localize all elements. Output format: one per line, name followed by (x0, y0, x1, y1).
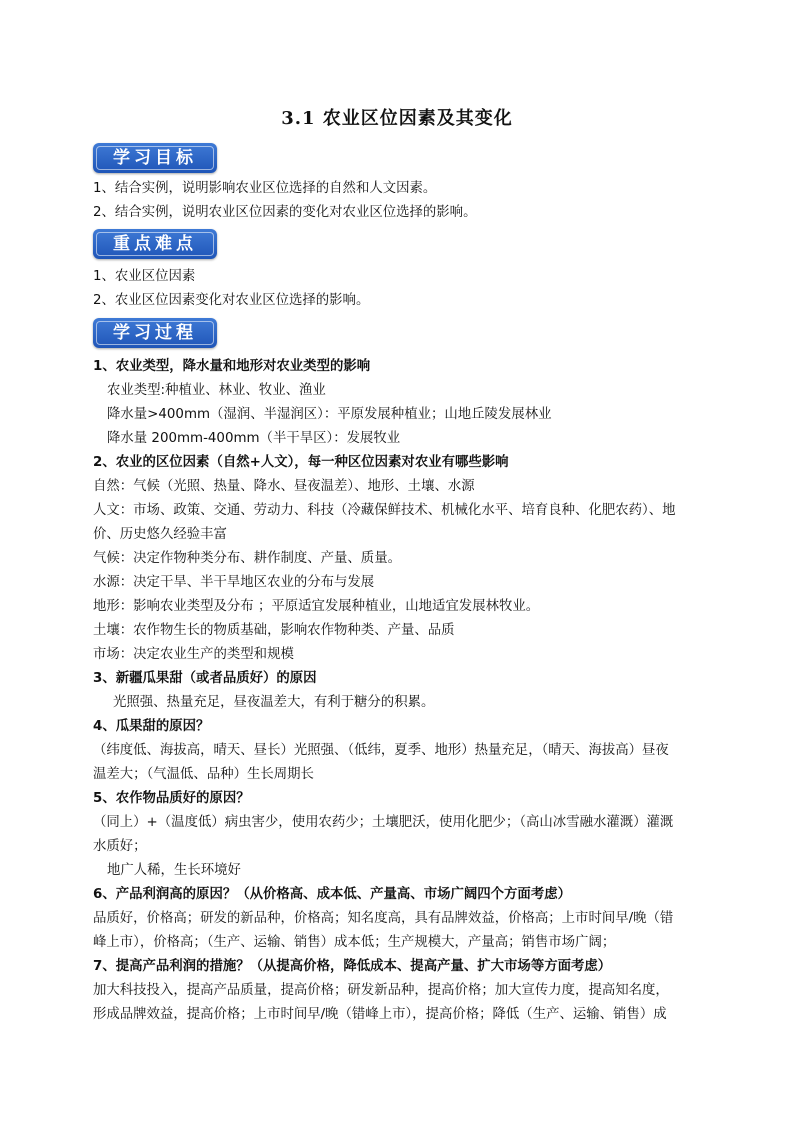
key-points-list (93, 265, 705, 313)
goals-list (93, 177, 705, 225)
process-line: 气候：决定作物种类分布、耕作制度、产量、质量。 (93, 551, 401, 566)
process-heading: 3、新疆瓜果甜（或者品质好）的原因 (93, 671, 317, 686)
goal-item: 1、结合实例，说明影响农业区位选择的自然和人文因素。 (93, 181, 437, 196)
process-line: 价、历史悠久经验丰富 (93, 527, 227, 542)
process-line: 温差大；（气温低、品种）生长周期长 (93, 767, 314, 782)
process-body (93, 355, 705, 1027)
process-line: 土壤：农作物生长的物质基础，影响农作物种类、产量、品质 (93, 623, 455, 638)
process-heading: 2、农业的区位因素（自然+人文），每一种区位因素对农业有哪些影响 (93, 455, 509, 470)
process-line: 光照强、热量充足，昼夜温差大，有利于糖分的积累。 (113, 695, 435, 710)
page-title: 3.1 农业区位因素及其变化 (281, 108, 513, 129)
key-point-item: 2、农业区位因素变化对农业区位选择的影响。 (93, 293, 370, 308)
process-line: 降水量 200mm-400mm（半干旱区）：发展牧业 (107, 431, 401, 446)
process-heading: 4、瓜果甜的原因？ (93, 719, 210, 734)
process-line: 水源：决定干旱、半干旱地区农业的分布与发展 (93, 575, 375, 590)
process-heading: 6、产品利润高的原因？（从价格高、成本低、产量高、市场广阔四个方面考虑） (93, 887, 571, 902)
process-line: 地形：影响农业类型及分布 ；平原适宜发展种植业，山地适宜发展林牧业。 (93, 599, 540, 614)
process-line: 自然：气候（光照、热量、降水、昼夜温差）、地形、土壤、水源 (93, 479, 475, 494)
process-line: 加大科技投入，提高产品质量，提高价格；研发新品种，提高价格；加大宣传力度，提高知名度， (93, 983, 669, 998)
process-line: 地广人稀，生长环境好 (107, 863, 241, 878)
process-line: 降水量>400mm（湿润、半湿润区）：平原发展种植业；山地丘陵发展林业 (107, 407, 552, 422)
section-badge-key-points: 重点难点 (93, 229, 217, 259)
process-line: 市场：决定农业生产的类型和规模 (93, 647, 294, 662)
process-line: 形成品牌效益，提高价格；上市时间早/晚（错峰上市），提高价格；降低（生产、运输、销售）成 (93, 1007, 667, 1022)
process-line: 峰上市），价格高；（生产、运输、销售）成本低；生产规模大，产量高；销售市场广阔； (93, 935, 616, 950)
process-line: （同上）+（温度低）病虫害少，使用农药少；土壤肥沃，使用化肥少；（高山冰雪融水灌溉）灌溉 (93, 815, 674, 830)
key-point-item: 1、农业区位因素 (93, 269, 196, 284)
process-line: 人文：市场、政策、交通、劳动力、科技（冷藏保鲜技术、机械化水平、培育良种、化肥农药）、地 (93, 503, 676, 518)
process-line: 品质好，价格高；研发的新品种，价格高；知名度高，具有品牌效益，价格高；上市时间早/晚（错 (93, 911, 674, 926)
process-line: （纬度低、海拔高，晴天、昼长）光照强、（低纬，夏季、地形）热量充足，（晴天、海拔高）昼夜 (93, 743, 669, 758)
section-badge-goals: 学习目标 (93, 143, 217, 173)
process-heading: 5、农作物品质好的原因？ (93, 791, 250, 806)
goal-item: 2、结合实例，说明农业区位因素的变化对农业区位选择的影响。 (93, 205, 477, 220)
section-badge-process: 学习过程 (93, 318, 217, 348)
process-line: 水质好； (93, 839, 147, 854)
process-line: 农业类型:种植业、林业、牧业、渔业 (107, 383, 326, 398)
process-heading: 1、农业类型，降水量和地形对农业类型的影响 (93, 359, 371, 374)
process-heading: 7、提高产品利润的措施？（从提高价格，降低成本、提高产量、扩大市场等方面考虑） (93, 959, 612, 974)
